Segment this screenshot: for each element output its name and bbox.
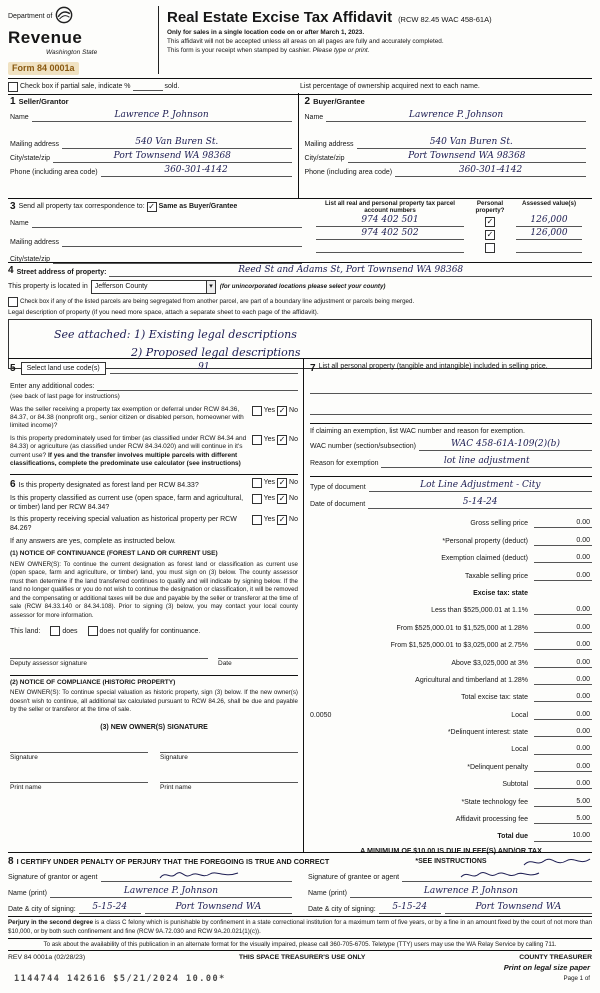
personal-property-checkbox[interactable] <box>485 243 495 253</box>
form-header <box>8 6 592 74</box>
certify-statement: I CERTIFY UNDER PENALTY OF PERJURY THAT THE FOREGOING IS TRUE AND CORRECT <box>16 856 330 866</box>
header-divider <box>158 6 159 74</box>
section-7-number: 7 <box>310 363 316 374</box>
tax-amount-field[interactable]: 0.00 <box>534 518 592 528</box>
seller-section <box>8 93 298 198</box>
does-not-qualify-checkbox[interactable] <box>88 626 98 636</box>
located-in-label: This property is located in <box>8 283 88 291</box>
tax-amount-field[interactable]: 0.00 <box>534 692 592 702</box>
tax-amount-field[interactable]: 0.00 <box>534 623 592 633</box>
assessed-value-field[interactable] <box>516 216 582 227</box>
land-use-code-field[interactable] <box>110 363 298 374</box>
section-6 <box>10 474 298 793</box>
buyer-phone-value: 360-301-4142 <box>458 165 523 175</box>
tax-row: Affidavit processing fee 5.00 <box>455 815 590 824</box>
tax-row: *Delinquent penalty 0.00 <box>467 762 590 771</box>
tax-amount-field[interactable]: 0.00 <box>534 675 592 685</box>
local-rate-value: 0.0050 <box>310 711 332 719</box>
alternate-format-note: To ask about the availability of this publication in an alternate format for the visually impaired, please call 360-705-6705. Teletype (TTY) users may use the WA Relay Service by calling 711. <box>8 938 592 950</box>
form-number: Form 84 0001a <box>8 62 79 76</box>
unincorporated-note: (for unincorporated locations please select your county) <box>219 282 386 290</box>
document-type-label: Type of document <box>310 484 366 491</box>
seller-phone-label: Phone (including area code) <box>10 168 98 176</box>
minimum-due-note: A MINIMUM OF $10.00 IS DUE IN FEE(S) AND/OR TAX <box>360 845 542 855</box>
new-owner-print-name-2-field[interactable] <box>160 772 298 783</box>
land-use-code-value: 91 <box>198 362 210 373</box>
perjury-lead: Perjury in the second degree <box>8 919 94 926</box>
land-use-select[interactable] <box>21 362 106 375</box>
parcel-number-field[interactable] <box>316 229 464 240</box>
yes-label: Yes <box>263 516 276 524</box>
yes-label: Yes <box>263 495 276 503</box>
tax-amount-field[interactable]: 0.00 <box>534 536 592 546</box>
tax-row: From $1,525,000.01 to $3,025,000 at 2.75% 0.00 <box>390 641 590 650</box>
header-note-2: This affidavit will not be accepted unless all areas on all pages are fully and accurately completed. <box>167 37 444 45</box>
yes-label: Yes <box>263 436 276 444</box>
tax-amount-field[interactable]: 5.00 <box>534 814 592 824</box>
seller-name-field[interactable] <box>32 111 292 122</box>
tax-amount-field[interactable]: 10.00 <box>534 831 592 841</box>
s6-q1-no-checkbox[interactable]: ✓ <box>278 477 286 487</box>
department-of-label: Department of <box>8 13 53 20</box>
s6-instruction: If any answers are yes, complete as instructed below. <box>10 537 176 545</box>
s5-q2-yes-checkbox[interactable] <box>252 435 262 445</box>
s7-intro: List all personal property (tangible and intangible) included in selling price. <box>318 363 548 370</box>
tax-amount-field[interactable]: 0.00 <box>534 762 592 772</box>
notice1-title: (1) NOTICE OF CONTINUANCE (FOREST LAND OR CURRENT USE) <box>10 550 218 558</box>
notice2-title: (2) NOTICE OF COMPLIANCE (HISTORIC PROPERTY) <box>10 675 298 687</box>
certification-band <box>8 852 592 917</box>
no-label: No <box>289 436 298 444</box>
exemption-intro: If claiming an exemption, list WAC number and reason for exemption. <box>310 423 592 436</box>
grantee-city-value: Port Townsend WA <box>475 902 562 912</box>
rev-number: REV 84 0001a (02/28/23) <box>8 954 86 961</box>
seller-city-field[interactable] <box>53 152 291 163</box>
right-column <box>304 359 592 865</box>
grantor-date-field[interactable] <box>79 903 141 914</box>
header-note-1: Only for sales in a single location code on or after March 1, 2023. <box>167 28 365 36</box>
deputy-date-field[interactable] <box>218 648 298 659</box>
grantor-print-name-value: Lawrence P. Johnson <box>123 886 218 896</box>
s6-q1-text: Is this property designated as forest land per RCW 84.33? <box>18 481 199 489</box>
segregated-label: Check box if any of the listed parcels are being segregated from another parcel, are part of a boundary line adjustment or parcels being merged. <box>20 297 415 305</box>
rcw-reference: (RCW 82.45 WAC 458-61A) <box>398 15 492 24</box>
legal-description-line-1: See attached: 1) Existing legal descriptions <box>54 328 297 342</box>
grantee-date-field[interactable] <box>379 903 441 914</box>
seller-mailing-value: 540 Van Buren St. <box>135 137 219 147</box>
this-land-label: This land: <box>10 627 41 635</box>
parcel-number-field[interactable] <box>316 216 464 227</box>
assessed-value-value: 126,000 <box>530 228 568 239</box>
assessed-value-header: Assessed value(s) <box>522 200 576 207</box>
grantee-signature <box>459 869 543 881</box>
tax-row: Total excise tax: state 0.00 <box>461 693 590 702</box>
additional-codes-field[interactable] <box>97 380 298 391</box>
cashier-stamp: 1144744 142616 $5/21/2024 10.00* <box>14 974 226 984</box>
legal-description-label: Legal description of property (if you need more space, attach a separate sheet to each page of the affidavit). <box>8 309 319 316</box>
s6-q3-yes-checkbox[interactable] <box>252 515 262 525</box>
section-3-number: 3 <box>10 201 16 212</box>
grantor-signature <box>158 869 242 881</box>
tax-amount-field[interactable]: 5.00 <box>534 797 592 807</box>
grantee-date-city-label: Date & city of signing: <box>308 905 376 913</box>
grantee-date-value: 5-15-24 <box>392 902 428 912</box>
seller-name-label: Name <box>10 113 29 121</box>
grantee-print-name-value: Lawrence P. Johnson <box>423 886 518 896</box>
s6-q2-no-checkbox[interactable]: ✓ <box>278 493 286 503</box>
signature-label: Signature <box>160 753 188 761</box>
correspondence-city-label: City/state/zip <box>10 255 51 263</box>
tax-row: Exemption claimed (deduct) 0.00 <box>441 554 590 563</box>
seller-mailing-label: Mailing address <box>10 140 60 148</box>
section-2-number: 2 <box>304 96 311 107</box>
print-note-block <box>504 963 590 983</box>
grantor-print-name-field[interactable] <box>50 887 292 898</box>
form-title: Real Estate Excise Tax Affidavit <box>167 9 393 26</box>
dor-seal-icon <box>55 6 73 27</box>
property-location-band <box>8 264 592 360</box>
correspondence-section <box>8 198 308 262</box>
assessed-value-value: 126,000 <box>530 215 568 226</box>
parcel-numbers-header: List all real and personal property tax parcel account numbers <box>325 200 455 215</box>
section-1-number: 1 <box>10 96 16 107</box>
new-owner-signature-1-field[interactable] <box>10 742 148 753</box>
does-not-label: does not qualify for continuance. <box>99 627 201 635</box>
exemption-reason-field[interactable] <box>381 457 592 468</box>
buyer-section <box>298 93 593 198</box>
tax-row: *Delinquent interest: state 0.00 <box>447 728 590 737</box>
correspondence-mailing-field[interactable] <box>62 236 302 247</box>
tax-row: Total due 10.00 <box>497 832 590 841</box>
parcel-number-field[interactable] <box>316 242 464 253</box>
grantor-certification <box>8 871 302 914</box>
grantor-city-field[interactable] <box>145 903 292 914</box>
tax-computation-table <box>310 511 592 866</box>
buyer-city-value: Port Townsend WA 98368 <box>408 151 526 161</box>
grantor-print-name-label: Name (print) <box>8 889 47 897</box>
seller-phone-value: 360-301-4142 <box>164 165 228 175</box>
tax-row: Agricultural and timberland at 1.28% 0.00 <box>415 675 590 684</box>
wac-number-label: WAC number (section/subsection) <box>310 443 416 450</box>
partial-sale-label: Check box if partial sale, indicate % <box>20 82 131 90</box>
tax-row: *State technology fee 5.00 <box>461 797 590 806</box>
parcel-row <box>316 228 592 240</box>
s5-q2-no-checkbox[interactable]: ✓ <box>278 434 286 444</box>
grantee-signature-field[interactable] <box>402 871 592 882</box>
see-back-note: (see back of last page for instructions) <box>10 393 120 401</box>
personal-property-line-2[interactable] <box>310 404 592 415</box>
parcel-table <box>308 198 592 262</box>
seller-phone-field[interactable] <box>101 166 292 177</box>
grantor-signature-label: Signature of grantor or agent <box>8 873 98 881</box>
title-block <box>167 6 592 74</box>
county-selected-value: Jefferson County <box>94 283 148 291</box>
print-name-label: Print name <box>160 784 192 792</box>
tax-row: Taxable selling price 0.00 <box>464 571 590 580</box>
ownership-note: List percentage of ownership acquired next to each name. <box>300 82 480 90</box>
s6-q2-text: Is this property classified as current use (open space, farm and agricultural, or timber) land per RCW 84.34? <box>10 494 244 511</box>
page-number: Page 1 of <box>563 974 590 982</box>
s6-q1-yes-checkbox[interactable] <box>252 478 262 488</box>
street-address-label: Street address of property: <box>16 268 107 276</box>
document-type-field[interactable] <box>369 481 592 492</box>
buyer-title: Buyer/Grantee <box>313 97 365 106</box>
parties-band <box>8 93 592 199</box>
buyer-phone-field[interactable] <box>395 166 586 177</box>
print-name-label: Print name <box>10 784 42 792</box>
deputy-signature-label: Deputy assessor signature <box>10 660 87 668</box>
chevron-down-icon: ▾ <box>206 281 215 293</box>
tax-row: From $525,000.01 to $1,525,000 at 1.28% 0.00 <box>396 623 590 632</box>
partial-sale-checkbox[interactable] <box>8 82 18 92</box>
yes-label: Yes <box>263 406 276 414</box>
treasurer-use-label: THIS SPACE TREASURER'S USE ONLY <box>238 954 366 961</box>
assessed-value-field[interactable] <box>516 229 582 240</box>
parcel-row <box>316 215 592 227</box>
tax-row: Excise tax: state <box>473 589 528 597</box>
same-as-buyer-label: Same as Buyer/Grantee <box>158 202 238 210</box>
tax-amount-field[interactable]: 0.00 <box>534 553 592 563</box>
correspondence-city-field[interactable] <box>53 253 302 264</box>
no-label: No <box>289 516 298 524</box>
footer-row <box>8 950 592 963</box>
section-5-number: 5 <box>10 363 16 375</box>
notice2-body: NEW OWNER(S): To continue special valuation as historic property, sign (3) below. If the new owner(s) doesn't wish to continue, all additional tax calculated pursuant to RCW 84.26, shall be due and payable by the seller or transferor at the time of sale. <box>10 689 298 714</box>
s6-q2-yes-checkbox[interactable] <box>252 494 262 504</box>
segregated-checkbox[interactable] <box>8 297 18 307</box>
document-date-value: 5-14-24 <box>462 497 498 508</box>
tax-row: *Personal property (deduct) 0.00 <box>442 536 590 545</box>
tax-row: Local 0.00 <box>511 745 590 754</box>
seller-city-value: Port Townsend WA 98368 <box>113 151 231 161</box>
correspondence-mailing-label: Mailing address <box>10 238 60 246</box>
grantor-date-value: 5-15-24 <box>92 902 128 912</box>
exemption-reason-label: Reason for exemption <box>310 460 379 467</box>
tax-row: Gross selling price 0.00 <box>470 519 590 528</box>
tax-amount-field[interactable]: 0.00 <box>534 571 592 581</box>
document-type-value: Lot Line Adjustment - City <box>420 480 541 491</box>
tax-amount-field[interactable]: 0.00 <box>534 640 592 650</box>
no-label: No <box>289 479 298 487</box>
buyer-name-label: Name <box>304 113 324 121</box>
section-4-number: 4 <box>8 265 14 276</box>
grantor-signature-field[interactable] <box>101 871 292 882</box>
tax-amount-field[interactable]: 0.00 <box>534 727 592 737</box>
legal-description-line-2: 2) Proposed legal descriptions <box>131 346 301 360</box>
deputy-assessor-signature-field[interactable] <box>10 648 208 659</box>
buyer-name-value: Lawrence P. Johnson <box>409 110 504 120</box>
new-owner-print-name-1-field[interactable] <box>10 772 148 783</box>
does-label: does <box>62 627 78 635</box>
seller-mailing-field[interactable] <box>62 138 291 149</box>
grantor-city-value: Port Townsend WA <box>175 902 262 912</box>
no-label: No <box>289 406 298 414</box>
document-date-field[interactable] <box>368 498 592 509</box>
no-label: No <box>289 495 298 503</box>
correspondence-intro: Send all property tax correspondence to: <box>18 202 145 210</box>
new-owner-signature-2-field[interactable] <box>160 742 298 753</box>
wac-number-field[interactable] <box>419 440 592 451</box>
correspondence-band <box>8 198 592 263</box>
street-address-field[interactable] <box>109 266 592 277</box>
s6-q3-text: Is this property receiving special valuation as historical property per RCW 84.26? <box>10 515 237 532</box>
dor-logo-block <box>8 6 150 74</box>
section-6-number: 6 <box>10 478 16 490</box>
tax-row: Less than $525,000.01 at 1.1% 0.00 <box>431 606 590 615</box>
buyer-mailing-field[interactable] <box>357 138 586 149</box>
signature-label: Signature <box>10 753 38 761</box>
county-treasurer-label: COUNTY TREASURER <box>519 954 592 961</box>
land-use-select-label: Select land use code(s) <box>26 365 100 372</box>
buyer-name-field[interactable] <box>326 111 586 122</box>
additional-codes-label: Enter any additional codes: <box>10 383 95 390</box>
seller-name-value: Lawrence P. Johnson <box>114 110 209 120</box>
perjury-notice: Perjury in the second degree is a class C felony which is punishable by confinement in a state correctional institution for a maximum term of five years, or by a fine in an amount fixed by the court of not more than $10,000, or by both such confinement and fine (RCW 9A.72.030 and RCW 9A.20.021(1)(c)). To ask about the availability of this publication in an alternate format for the visually impaired, please call 360-705-6705. Teletype (TTY) users may use the WA Relay Service by calling 711. <box>8 916 592 950</box>
personal-property-header: Personal property? <box>475 200 505 215</box>
tax-amount-field[interactable]: 0.00 <box>534 744 592 754</box>
yes-label: Yes <box>263 479 276 487</box>
partial-percent-field[interactable] <box>133 82 163 91</box>
county-dropdown[interactable] <box>91 280 216 294</box>
buyer-city-label: City/state/zip <box>304 154 345 162</box>
tax-row: Subtotal 0.00 <box>502 780 590 789</box>
grantee-certification <box>302 871 592 914</box>
s5-q2-text: Is this property predominately used for timber (as classified under RCW 84.34 and 84.33) or agriculture (as classified under RCW 84.34.020) and will continue in it's current use? If yes and the transfer involves multiple parcels with different classifications, complete the predominate use calculator (see instructions) <box>10 434 247 468</box>
tax-row: 0.0050 Local 0.00 <box>310 710 590 719</box>
notice3-title: (3) NEW OWNER(S) SIGNATURE <box>100 723 208 731</box>
s5-q1-text: Was the seller receiving a property tax exemption or deferral under RCW 84.36, 84.37, or 84.38 (nonprofit org., senior citizen or disabled person, homeowner with limited income)? <box>10 405 244 430</box>
seller-city-label: City/state/zip <box>10 154 51 162</box>
see-instructions-note: *SEE INSTRUCTIONS <box>415 857 487 865</box>
parcel-number-value: 974 402 502 <box>361 228 419 239</box>
sold-label: sold. <box>164 82 180 90</box>
document-date-label: Date of document <box>310 501 366 508</box>
s5-q1-no-checkbox[interactable]: ✓ <box>278 405 286 415</box>
header-note-3: This form is your receipt when stamped by cashier. Please type or print. <box>167 47 370 55</box>
stray-signature-mark <box>522 855 592 868</box>
tax-row: Above $3,025,000 at 3% 0.00 <box>451 658 590 667</box>
left-column <box>8 359 303 853</box>
buyer-city-field[interactable] <box>348 152 586 163</box>
notice1-body: NEW OWNER(S): To continue the current designation as forest land or classification as current use (open space, farm and agriculture, or timber) land, you must sign on (3) below. The county assessor must then determine if the land transferred continues to qualify and will indicate by signing below. If the land no longer qualifies or you do not wish to continue the designation or classification, it will be removed and the compensating or additional taxes will be due and payable by the seller or transferor at the time of sale (RCW 84.33.140 or 84.34.108). Prior to signing (3) below, you may contact your local county assessor for more information. <box>10 560 298 619</box>
deputy-date-label: Date <box>218 660 232 668</box>
grantor-date-city-label: Date & city of signing: <box>8 905 76 913</box>
grantee-signature-label: Signature of grantee or agent <box>308 873 400 881</box>
wac-number-value: WAC 458-61A-109(2)(b) <box>450 439 560 450</box>
buyer-mailing-value: 540 Van Buren St. <box>429 137 513 147</box>
personal-property-line-1[interactable] <box>310 383 592 394</box>
grantee-print-name-label: Name (print) <box>308 889 347 897</box>
personal-property-checkbox[interactable]: ✓ <box>486 217 494 227</box>
does-qualify-checkbox[interactable] <box>50 626 60 636</box>
seller-title: Seller/Grantor <box>18 97 69 106</box>
same-as-buyer-checkbox[interactable]: ✓ <box>148 201 155 211</box>
parcel-number-value: 974 402 501 <box>361 215 419 226</box>
parcel-row <box>316 241 592 253</box>
tax-amount-field[interactable]: 0.00 <box>534 779 592 789</box>
print-on-legal-note: Print on legal size paper <box>503 963 590 972</box>
personal-property-checkbox[interactable]: ✓ <box>486 230 494 240</box>
correspondence-name-field[interactable] <box>32 217 302 228</box>
s5-q1-yes-checkbox[interactable] <box>252 406 262 416</box>
grantee-city-field[interactable] <box>445 903 592 914</box>
tax-amount-field[interactable]: 0.00 <box>534 605 592 615</box>
street-address-value: Reed St and Adams St, Port Townsend WA 98368 <box>238 265 464 275</box>
grantee-print-name-field[interactable] <box>350 887 592 898</box>
exemption-reason-value: lot line adjustment <box>443 456 530 467</box>
assessed-value-field[interactable] <box>516 242 582 253</box>
section-8-number: 8 <box>8 856 14 867</box>
s6-q3-no-checkbox[interactable]: ✓ <box>278 514 286 524</box>
correspondence-name-label: Name <box>10 219 29 227</box>
revenue-wordmark: Revenue <box>8 28 83 48</box>
buyer-mailing-label: Mailing address <box>304 140 354 148</box>
washington-state-label: Washington State <box>46 49 98 57</box>
tax-amount-field[interactable]: 0.00 <box>534 710 592 720</box>
tax-amount-field[interactable]: 0.00 <box>534 658 592 668</box>
buyer-phone-label: Phone (including area code) <box>304 168 393 176</box>
